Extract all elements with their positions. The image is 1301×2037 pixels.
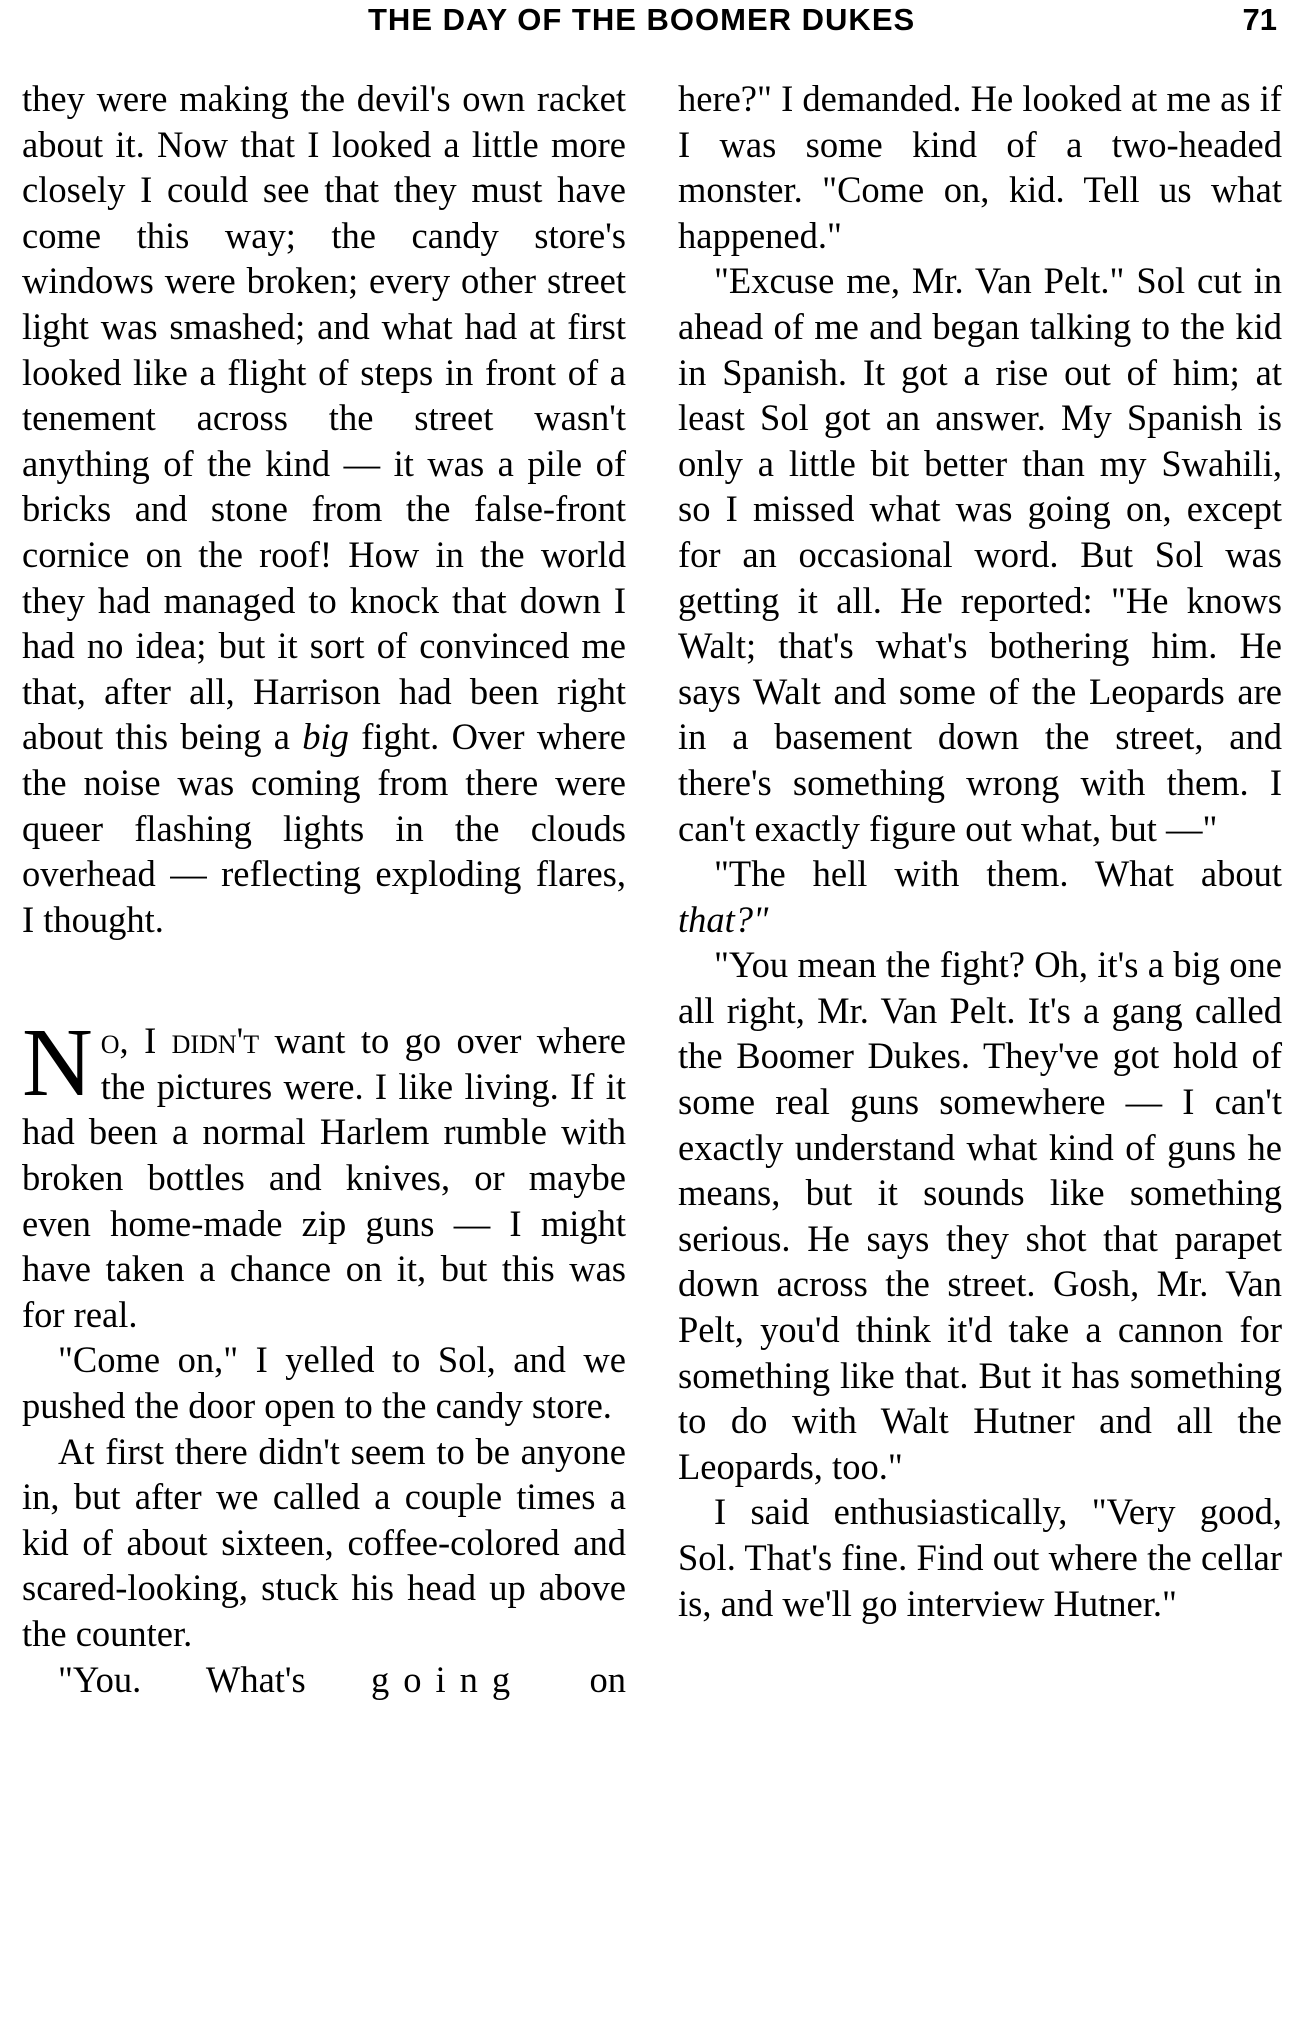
paragraph-text: "The hell with them. What about (714, 853, 1282, 895)
paragraph: I said enthusiastically, "Very good, Sol. That's fine. Find out where the cellar is, and we'll go interview Hutner." (678, 1491, 1282, 1624)
paragraph (22, 76, 626, 942)
small-caps-lead: o, I didn't (100, 1020, 260, 1062)
paragraph: here?" I demanded. He looked at me as if I was some kind of a two-headed monster. "Come on, kid. Tell us what happened." (678, 78, 1282, 256)
paragraph (678, 851, 1282, 942)
italic-text: that?" (678, 898, 769, 940)
paragraph (22, 1657, 626, 1703)
paragraph-text: they were making the devil's own racket about it. Now that I looked a little more closely I could see that they must have come this way; the candy store's windows were broken; every other street light was smashed; and what had at first looked like a flight of steps in front of a tenement across the street wasn't anything of the kind — it was a pile of bricks and stone from the false-front cornice on the roof! How in the world they had managed to knock that down I had no idea; but it sort of convinced me that, after all, Harrison had been right about this being a (22, 78, 626, 758)
paragraph: At first there didn't seem to be anyone in, but after we called a couple times a kid of about sixteen, coffee-colored and scared-looking, stuck his head up above the counter. (22, 1430, 626, 1654)
drop-cap: N (22, 1009, 93, 1118)
paragraph-text: "You. What's (58, 1658, 372, 1700)
running-head-title: THE DAY OF THE BOOMER DUKES (368, 2, 916, 37)
page-number: 71 (1242, 2, 1277, 37)
right-column (678, 76, 1282, 1626)
paragraph: "Excuse me, Mr. Van Pelt." Sol cut in ahead of me and began talking to the kid in Spanish. It got a rise out of him; at least Sol got an answer. My Spanish is only a little bit better than my Swahili, so I missed what was going on, except for an occasional word. But Sol was getting it all. He reported: "He knows Walt; that's what's bothering him. He says Walt and some of the Leopards are in a basement down the street, and there's something wrong with them. I can't exactly figure out what, but —" (678, 260, 1282, 849)
italic-text: big (302, 716, 349, 758)
paragraph: "You mean the fight? Oh, it's a big one all right, Mr. Van Pelt. It's a gang called the Boomer Dukes. They've got hold of some real guns somewhere — I can't exactly understand what kind of guns he means, but it sounds like something serious. He says they shot that parapet down across the street. Gosh, Mr. Van Pelt, you'd think it'd take a cannon for something like that. But it has something to do with Walt Hutner and all the Leopards, too." (678, 944, 1282, 1487)
paragraph-section-start (22, 1009, 626, 1337)
paragraph-text: fight. Over where the noise was coming from there were queer flashing lights in the clouds overhead — reflecting exploding flares, I thought. (22, 716, 626, 940)
paragraph-text: on (524, 1658, 626, 1700)
spaced-text: going (371, 1658, 525, 1700)
paragraph-text: want to go over where the pictures were. I like living. If it had been a normal Harlem rumble with broken bottles and knives, or maybe even home-made zip guns — I might have taken a chance on it, but this was for real. (22, 1020, 626, 1335)
left-column (22, 76, 626, 1702)
paragraph: "Come on," I yelled to Sol, and we pushed the door open to the candy store. (22, 1339, 626, 1427)
running-head (0, 0, 1301, 40)
